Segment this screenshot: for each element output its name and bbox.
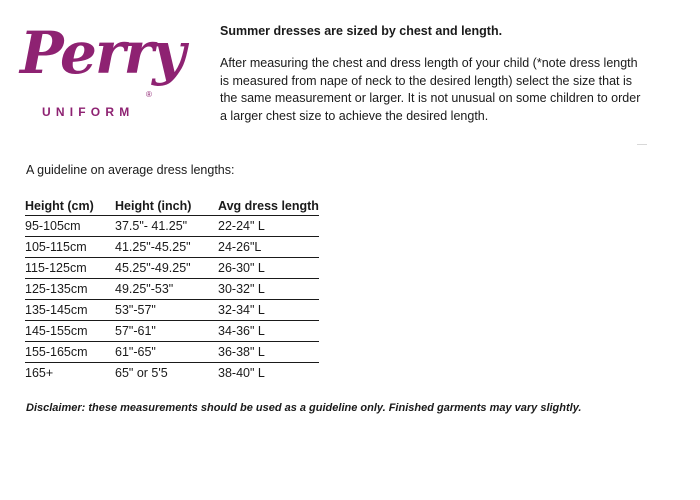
cell-dress-length: 38-40" L <box>218 366 265 380</box>
cell-height-cm: 115-125cm <box>25 258 115 279</box>
logo-subtitle: UNIFORM <box>42 105 135 119</box>
perry-uniform-logo <box>18 18 184 128</box>
header-height-inch: Height (inch) <box>115 196 218 216</box>
cell-dress-length: 22-24" L <box>218 216 319 237</box>
cell-dress-length: 26-30" L <box>218 258 319 279</box>
cell-height-cm: 105-115cm <box>25 237 115 258</box>
header-height-cm: Height (cm) <box>25 196 115 216</box>
cell-dress-length: 36-38" L <box>218 342 319 363</box>
cell-dress-length: 34-36" L <box>218 321 319 342</box>
cell-height-inch: 45.25"-49.25" <box>115 258 218 279</box>
table-row <box>25 279 319 300</box>
cell-dress-length: 24-26"L <box>218 237 319 258</box>
cell-dress-length: 30-32" L <box>218 279 319 300</box>
registered-mark: ® <box>146 90 152 99</box>
cell-height-cm: 135-145cm <box>25 300 115 321</box>
disclaimer: Disclaimer: these measurements should be used as a guideline only. Finished garments may vary slightly. <box>26 402 582 414</box>
cell-height-cm: 155-165cm <box>25 342 115 363</box>
cell-height-inch: 61"-65" <box>115 342 218 363</box>
table-row <box>25 300 319 321</box>
cell-height-cm: 95-105cm <box>25 216 115 237</box>
table-row <box>25 237 319 258</box>
guideline-heading: A guideline on average dress lengths: <box>26 163 235 177</box>
cell-height-inch: 53"-57" <box>115 300 218 321</box>
table-row <box>25 342 319 363</box>
cell-height-inch: 37.5"- 41.25" <box>115 216 218 237</box>
cell-height-inch: 41.25"-45.25" <box>115 237 218 258</box>
intro-body: After measuring the chest and dress length of your child (*note dress length is measured from nape of neck to the desired length) select the size that is the same measurement or larger. It is not unusual on some children to order a larger chest size to achieve the desired length. <box>220 56 641 123</box>
intro-title: Summer dresses are sized by chest and length. <box>220 24 503 38</box>
table-row <box>25 363 319 384</box>
cell-height-inch: 49.25"-53" <box>115 279 218 300</box>
table-row <box>25 258 319 279</box>
cell-height-inch: 65" or 5'5 <box>115 366 168 380</box>
table-header-row <box>25 196 319 216</box>
divider <box>637 144 647 145</box>
cell-height-inch: 57"-61" <box>115 321 218 342</box>
cell-height-cm: 165+ <box>25 366 54 380</box>
logo-wordmark: Perry <box>20 19 184 87</box>
size-guide-table <box>25 196 319 383</box>
table-row <box>25 321 319 342</box>
header-avg-dress-length: Avg dress length <box>218 196 319 216</box>
cell-dress-length: 32-34" L <box>218 300 319 321</box>
cell-height-cm: 125-135cm <box>25 279 115 300</box>
table-row <box>25 216 319 237</box>
cell-height-cm: 145-155cm <box>25 321 115 342</box>
